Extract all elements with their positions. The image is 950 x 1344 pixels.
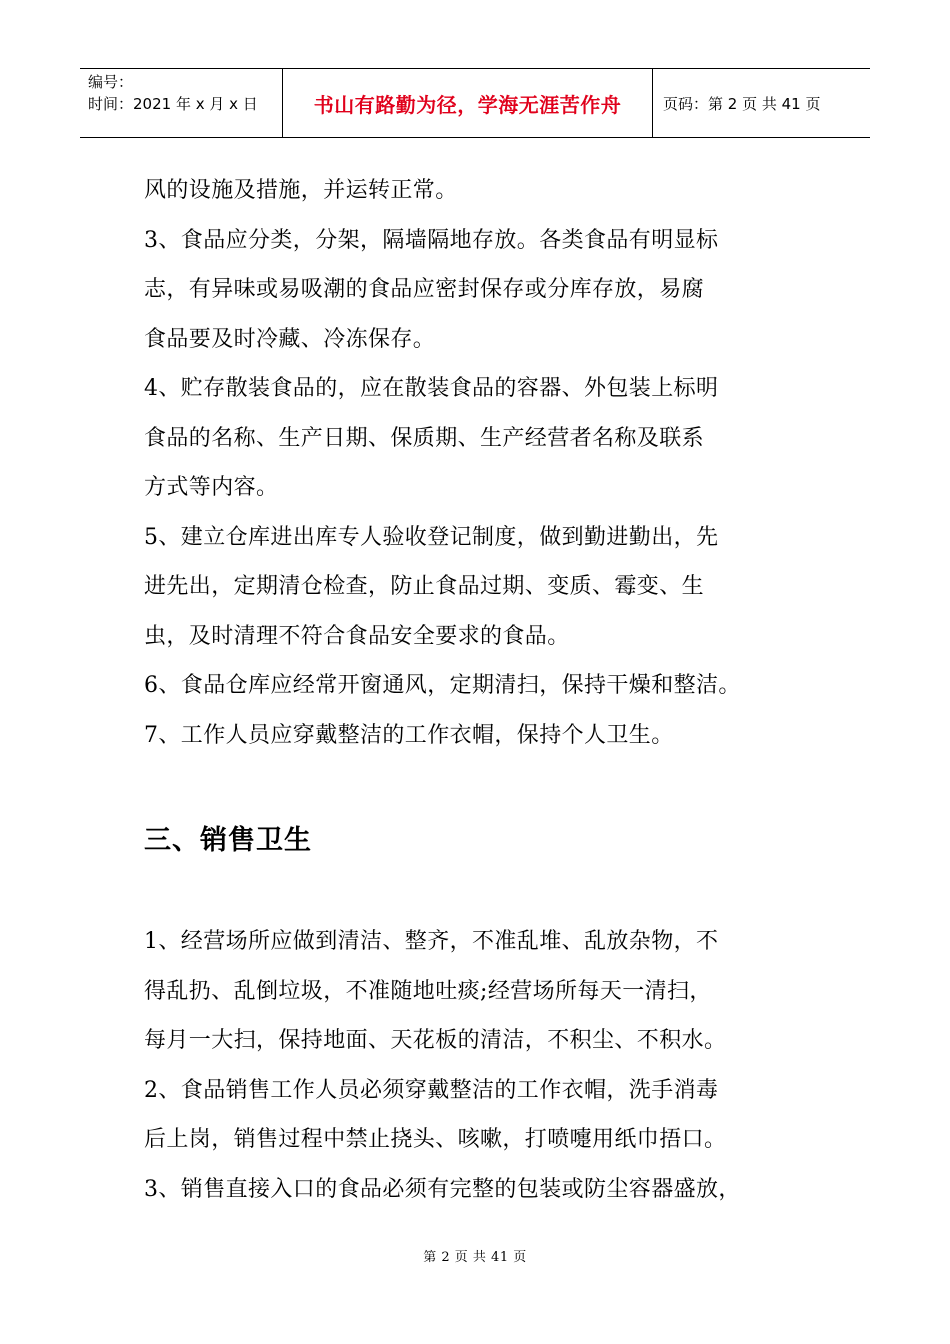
page-footer: 第 2 页 共 41 页 [423, 1250, 527, 1265]
header-page-info: 页码：第 2 页 共 41 页 [663, 94, 821, 113]
paragraph-line: 每月一大扫，保持地面、天花板的清洁，不积尘、不积水。 [144, 1028, 727, 1053]
section-text-block [144, 917, 824, 1214]
time-label: 时间：2021 年 x 月 x 日 [88, 95, 258, 113]
paragraph-line: 后上岗，销售过程中禁止挠头、咳嗽，打喷嚏用纸巾捂口。 [144, 1127, 727, 1152]
paragraph-line: 志，有异味或易吸潮的食品应密封保存或分库存放，易腐 [144, 277, 705, 302]
paragraph-line: 4、贮存散装食品的，应在散装食品的容器、外包装上标明 [144, 376, 719, 401]
paragraph-line: 3、食品应分类，分架，隔墙隔地存放。各类食品有明显标 [144, 227, 719, 253]
paragraph-line: 6、食品仓库应经常开窗通风，定期清扫，保持干燥和整洁。 [144, 673, 741, 698]
page-header [80, 68, 870, 138]
paragraph-line: 2、食品销售工作人员必须穿戴整洁的工作衣帽，洗手消毒 [144, 1077, 719, 1103]
paragraph-line: 1、经营场所应做到清洁、整齐，不准乱堆、乱放杂物，不 [144, 929, 719, 954]
paragraph-line: 方式等内容。 [144, 475, 279, 500]
header-meta-cell [80, 69, 283, 137]
paragraph-line: 5、建立仓库进出库专人验收登记制度，做到勤进勤出，先 [144, 524, 719, 550]
paragraph-line: 食品的名称、生产日期、保质期、生产经营者名称及联系 [144, 425, 705, 451]
paragraph-line: 风的设施及措施，并运转正常。 [144, 178, 458, 203]
paragraph-line: 食品要及时冷藏、冷冻保存。 [144, 326, 436, 352]
paragraph-line: 虫，及时清理不符合食品安全要求的食品。 [144, 623, 570, 649]
paragraph-line: 进先出，定期清仓检查，防止食品过期、变质、霉变、生 [144, 574, 705, 599]
paragraph-line: 得乱扔、乱倒垃圾，不准随地吐痰;经营场所每天一清扫， [144, 978, 712, 1004]
paragraph-line: 7、工作人员应穿戴整洁的工作衣帽，保持个人卫生。 [144, 722, 674, 748]
doc-number-label: 编号： [88, 73, 134, 91]
body-text-block [144, 166, 824, 760]
header-motto: 书山有路勤为径，学海无涯苦作舟 [283, 69, 653, 137]
paragraph-line: 3、销售直接入口的食品必须有完整的包装或防尘容器盛放， [144, 1176, 741, 1202]
section-heading: 三、销售卫生 [144, 825, 312, 856]
